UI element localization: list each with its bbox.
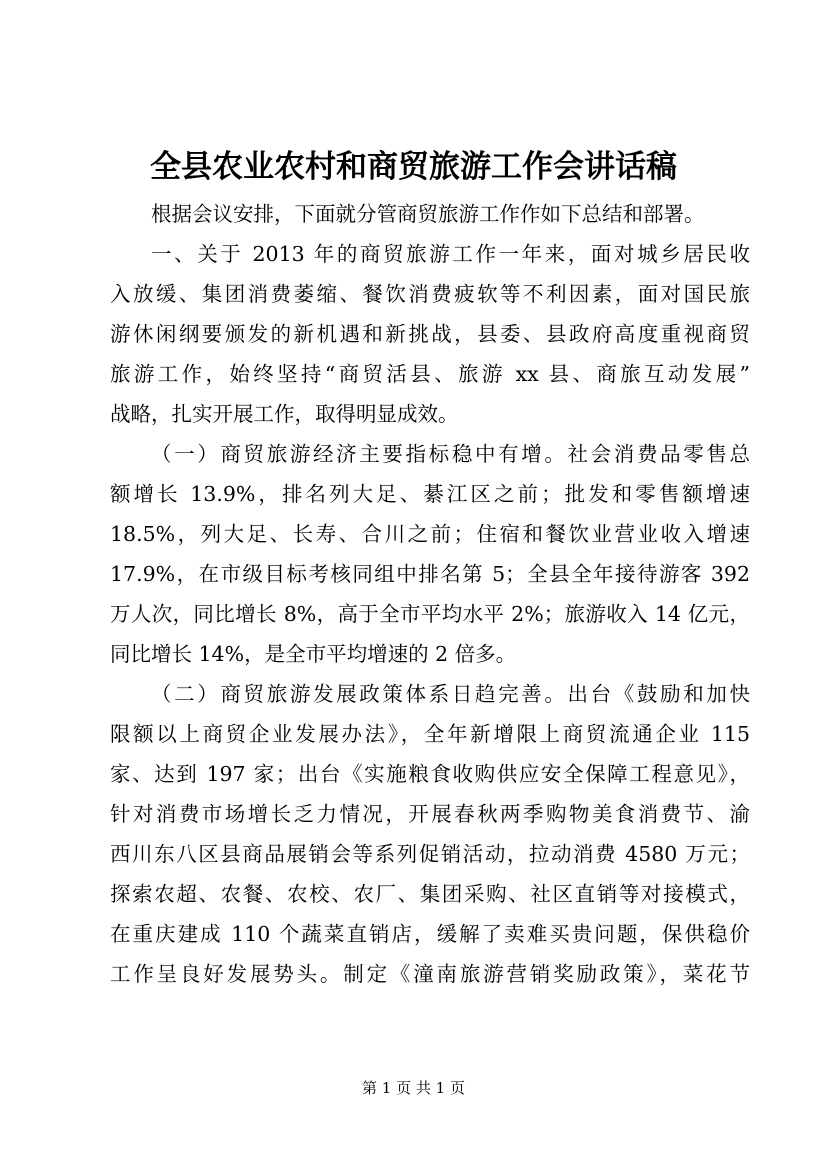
text-line: 针对消费市场增长乏力情况，开展春秋两季购物美食消费节、渝 (110, 802, 750, 826)
text-line: （二）商贸旅游发展政策体系日趋完善。出台《鼓励和加快 (151, 682, 750, 706)
text-line: 入放缓、集团消费萎缩、餐饮消费疲软等不利因素，面对国民旅 (110, 282, 750, 306)
text-line: 17.9%，在市级目标考核同组中排名第 5；全县全年接待游客 392 (110, 562, 750, 586)
document-title: 全县农业农村和商贸旅游工作会讲话稿 (150, 149, 677, 185)
text-line: 探索农超、农餐、农校、农厂、集团采购、社区直销等对接模式， (110, 882, 750, 906)
text-line: 限额以上商贸企业发展办法》，全年新增限上商贸流通企业 115 (110, 722, 750, 746)
text-line: 同比增长 14%，是全市平均增速的 2 倍多。 (110, 642, 517, 666)
text-line: 西川东八区县商品展销会等系列促销活动，拉动消费 4580 万元； (110, 842, 750, 866)
text-line: 旅游工作，始终坚持“商贸活县、旅游 xx 县、商旅互动发展” (110, 362, 750, 386)
page-footer: 第 1 页 共 1 页 (362, 1079, 465, 1097)
document-body (110, 194, 750, 994)
paragraph-subsection-two (110, 674, 750, 994)
text-line: 万人次，同比增长 8%，高于全市平均水平 2%；旅游收入 14 亿元， (110, 602, 750, 626)
text-line: 在重庆建成 110 个蔬菜直销店，缓解了卖难买贵问题，保供稳价 (110, 922, 750, 946)
paragraph-section-one (110, 234, 750, 434)
text-line: 一、关于 2013 年的商贸旅游工作一年来，面对城乡居民收 (151, 242, 750, 266)
text-line: 18.5%，列大足、长寿、合川之前；住宿和餐饮业营业收入增速 (110, 522, 750, 546)
text-line: 根据会议安排，下面就分管商贸旅游工作作如下总结和部署。 (151, 202, 705, 226)
paragraph-intro (110, 194, 750, 234)
text-line: 游休闲纲要颁发的新机遇和新挑战，县委、县政府高度重视商贸 (110, 322, 750, 346)
text-line: 家、达到 197 家；出台《实施粮食收购供应安全保障工程意见》， (110, 762, 750, 786)
text-line: 额增长 13.9%，排名列大足、綦江区之前；批发和零售额增速 (110, 482, 750, 506)
paragraph-subsection-one (110, 434, 750, 674)
text-line: 工作呈良好发展势头。制定《潼南旅游营销奖励政策》，菜花节 (110, 962, 750, 986)
text-line: （一）商贸旅游经济主要指标稳中有增。社会消费品零售总 (151, 442, 750, 466)
text-line: 战略，扎实开展工作，取得明显成效。 (110, 402, 459, 426)
